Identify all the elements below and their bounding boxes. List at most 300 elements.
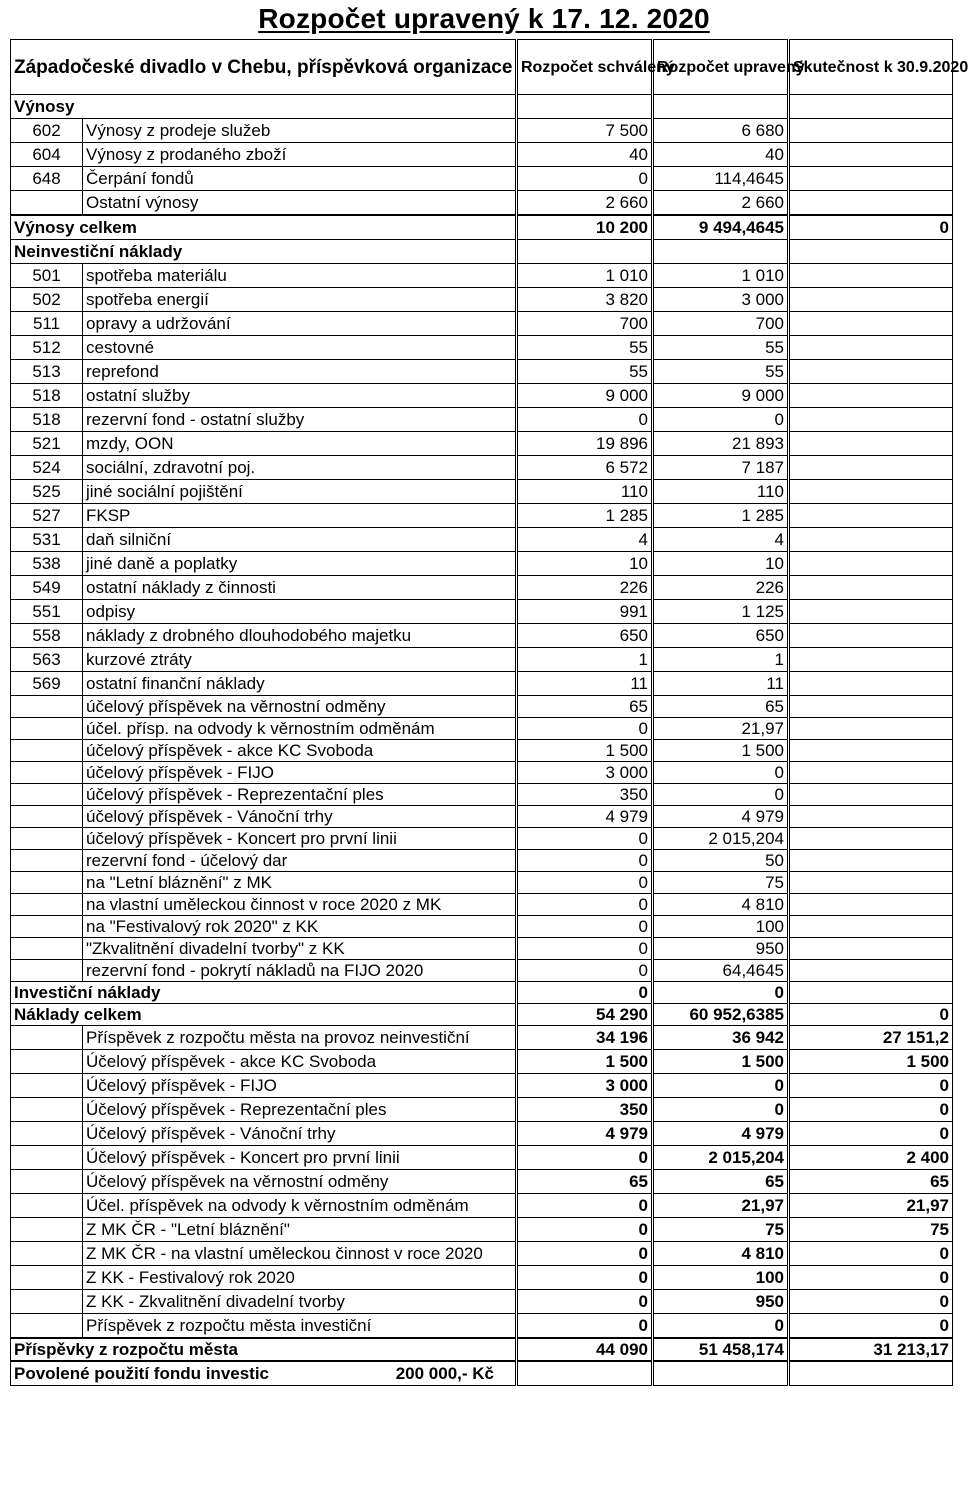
table-row [11,784,953,806]
revenues-total-row [11,215,953,240]
table-row [11,696,953,718]
actual-value: 1 500 [790,1050,953,1074]
actual-value [790,600,953,624]
adjusted-value: 4 979 [654,806,788,828]
item-name: účel. přísp. na odvody k věrnostním odměnám [83,718,516,740]
contribution-row [11,1170,953,1194]
investment-costs-row [11,982,953,1004]
approved-value: 1 010 [518,264,652,288]
item-name: spotřeba energií [83,288,516,312]
adjusted-value: 4 810 [654,1242,788,1266]
blank-code [11,1026,83,1050]
contribution-row [11,1218,953,1242]
item-name: Účelový příspěvek na věrnostní odměny [83,1170,516,1194]
approved-value: 7 500 [518,119,652,143]
approved-value: 350 [518,784,652,806]
approved-value: 350 [518,1098,652,1122]
approved-value: 3 820 [518,288,652,312]
table-row [11,894,953,916]
adjusted-value: 1 [654,648,788,672]
item-name: náklady z drobného dlouhodobého majetku [83,624,516,648]
contribution-row [11,1290,953,1314]
table-row [11,648,953,672]
item-name: Účelový příspěvek - akce KC Svoboda [83,1050,516,1074]
account-code [11,806,83,828]
approved-value: 0 [518,938,652,960]
blank-code [11,1314,83,1339]
approved-value: 40 [518,143,652,167]
item-name: Ostatní výnosy [83,191,516,216]
actual-value [790,432,953,456]
adjusted-value: 950 [654,1290,788,1314]
actual-value [790,240,953,264]
table-row [11,740,953,762]
item-name: Účelový příspěvek - Koncert pro první linii [83,1146,516,1170]
table-row [11,872,953,894]
item-name: Výnosy z prodaného zboží [83,143,516,167]
adjusted-value: 36 942 [654,1026,788,1050]
account-code: 527 [11,504,83,528]
approved-value: 0 [518,718,652,740]
approved-value: 3 000 [518,762,652,784]
item-name: FKSP [83,504,516,528]
contribution-row [11,1122,953,1146]
account-code: 521 [11,432,83,456]
blank-code [11,1074,83,1098]
adjusted-value: 1 010 [654,264,788,288]
item-name: Z MK ČR - "Letní bláznění" [83,1218,516,1242]
account-code: 501 [11,264,83,288]
approved-value: 4 979 [518,1122,652,1146]
table-row [11,191,953,216]
approved-value: 0 [518,828,652,850]
budget-table [10,39,968,1386]
table-row [11,828,953,850]
item-name: ostatní náklady z činnosti [83,576,516,600]
table-row [11,264,953,288]
adjusted-value: 11 [654,672,788,696]
adjusted-value: 65 [654,1170,788,1194]
adjusted-value: 55 [654,336,788,360]
item-name: Příspěvek z rozpočtu města na provoz neinvestiční [83,1026,516,1050]
adjusted-value: 0 [654,762,788,784]
approved-value: 0 [518,408,652,432]
col-header-adjusted: Rozpočet upravený [654,40,788,95]
blank-code [11,1194,83,1218]
table-row [11,718,953,740]
actual-value [790,408,953,432]
item-name: kurzové ztráty [83,648,516,672]
table-row [11,624,953,648]
adjusted-value: 2 015,204 [654,828,788,850]
account-code: 524 [11,456,83,480]
approved-value: 0 [518,850,652,872]
approved-value: 34 196 [518,1026,652,1050]
table-row [11,312,953,336]
page-title: Rozpočet upravený k 17. 12. 2020 [258,3,710,34]
approved-value: 10 200 [518,215,652,240]
account-code [11,894,83,916]
approved-value: 226 [518,576,652,600]
adjusted-value: 100 [654,916,788,938]
approved-value: 0 [518,167,652,191]
approved-value: 0 [518,1314,652,1339]
approved-value: 65 [518,1170,652,1194]
adjusted-value: 51 458,174 [654,1338,788,1361]
actual-value [790,938,953,960]
approved-value: 1 [518,648,652,672]
contribution-row [11,1146,953,1170]
approved-value: 0 [518,916,652,938]
approved-value: 9 000 [518,384,652,408]
actual-value [790,191,953,216]
table-row [11,850,953,872]
actual-value [790,456,953,480]
item-name: Neinvestiční náklady [11,240,516,264]
item-name: účelový příspěvek na věrnostní odměny [83,696,516,718]
blank-code [11,1170,83,1194]
adjusted-value: 0 [654,1098,788,1122]
item-name: opravy a udržování [83,312,516,336]
table-row [11,806,953,828]
actual-value [790,1361,953,1386]
table-row [11,119,953,143]
approved-value: 4 979 [518,806,652,828]
approved-value: 1 500 [518,1050,652,1074]
adjusted-value: 64,4645 [654,960,788,982]
adjusted-value: 226 [654,576,788,600]
actual-value [790,119,953,143]
table-row [11,600,953,624]
organization-name: Západočeské divadlo v Chebu, příspěvková organizace [11,40,516,95]
actual-value [790,828,953,850]
actual-value [790,576,953,600]
item-name: Výnosy [11,95,516,119]
actual-value: 0 [790,1290,953,1314]
actual-value [790,672,953,696]
actual-value [790,960,953,982]
actual-value: 0 [790,1314,953,1339]
actual-value: 0 [790,1098,953,1122]
investment-fund-row [11,1361,953,1386]
approved-value: 0 [518,894,652,916]
table-row [11,960,953,982]
approved-value: 3 000 [518,1074,652,1098]
actual-value [790,624,953,648]
table-row [11,336,953,360]
item-name: účelový příspěvek - Koncert pro první linii [83,828,516,850]
actual-value: 0 [790,1122,953,1146]
account-code [11,696,83,718]
adjusted-value: 4 [654,528,788,552]
account-code: 513 [11,360,83,384]
adjusted-value [654,1361,788,1386]
approved-value [518,1361,652,1386]
actual-value [790,143,953,167]
blank-code [11,1218,83,1242]
approved-value: 4 [518,528,652,552]
actual-value: 65 [790,1170,953,1194]
actual-value: 0 [790,1004,953,1026]
item-name: Účelový příspěvek - Vánoční trhy [83,1122,516,1146]
adjusted-value: 75 [654,1218,788,1242]
approved-value [518,95,652,119]
adjusted-value: 7 187 [654,456,788,480]
item-name: rezervní fond - pokrytí nákladů na FIJO 2020 [83,960,516,982]
adjusted-value: 1 125 [654,600,788,624]
adjusted-value [654,95,788,119]
costs-total-row [11,1004,953,1026]
adjusted-value: 114,4645 [654,167,788,191]
account-code [11,938,83,960]
header-row [11,40,953,95]
approved-value: 0 [518,1242,652,1266]
actual-value: 75 [790,1218,953,1242]
actual-value: 0 [790,215,953,240]
account-code [11,718,83,740]
account-code: 531 [11,528,83,552]
account-code: 569 [11,672,83,696]
actual-value [790,552,953,576]
table-row [11,288,953,312]
account-code: 563 [11,648,83,672]
adjusted-value: 60 952,6385 [654,1004,788,1026]
table-row [11,762,953,784]
account-code: 604 [11,143,83,167]
approved-value: 0 [518,982,652,1004]
adjusted-value: 950 [654,938,788,960]
approved-value: 0 [518,1266,652,1290]
investment-fund-cell [11,1361,516,1386]
table-row [11,576,953,600]
approved-value: 44 090 [518,1338,652,1361]
adjusted-value: 55 [654,360,788,384]
item-name: účelový příspěvek - Vánoční trhy [83,806,516,828]
account-code [11,872,83,894]
approved-value: 19 896 [518,432,652,456]
table-row [11,456,953,480]
actual-value [790,872,953,894]
actual-value [790,740,953,762]
approved-value: 0 [518,872,652,894]
adjusted-value: 0 [654,1314,788,1339]
approved-value: 6 572 [518,456,652,480]
item-name: Výnosy celkem [11,215,516,240]
approved-value: 11 [518,672,652,696]
account-code: 538 [11,552,83,576]
actual-value [790,288,953,312]
approved-value: 1 500 [518,740,652,762]
adjusted-value: 2 015,204 [654,1146,788,1170]
account-code: 512 [11,336,83,360]
adjusted-value: 65 [654,696,788,718]
adjusted-value: 10 [654,552,788,576]
table-row [11,528,953,552]
item-name: Z KK - Festivalový rok 2020 [83,1266,516,1290]
table-row [11,384,953,408]
item-name: účelový příspěvek - akce KC Svoboda [83,740,516,762]
adjusted-value: 0 [654,982,788,1004]
blank-code [11,1266,83,1290]
adjusted-value [654,240,788,264]
actual-value: 0 [790,1242,953,1266]
approved-value: 55 [518,336,652,360]
adjusted-value: 21,97 [654,1194,788,1218]
approved-value: 0 [518,1146,652,1170]
approved-value: 700 [518,312,652,336]
item-name: reprefond [83,360,516,384]
item-name: na "Festivalový rok 2020" z KK [83,916,516,938]
adjusted-value: 6 680 [654,119,788,143]
account-code: 518 [11,408,83,432]
contribution-row [11,1074,953,1098]
blank-code [11,1290,83,1314]
actual-value: 0 [790,1074,953,1098]
table-row [11,672,953,696]
contributions-total-row [11,1338,953,1361]
section-header-revenues [11,95,953,119]
actual-value: 27 151,2 [790,1026,953,1050]
adjusted-value: 4 979 [654,1122,788,1146]
item-name: sociální, zdravotní poj. [83,456,516,480]
item-name: cestovné [83,336,516,360]
adjusted-value: 110 [654,480,788,504]
investment-fund-value: 200 000,- Kč [395,1364,494,1383]
actual-value [790,384,953,408]
blank-code [11,1050,83,1074]
account-code: 518 [11,384,83,408]
actual-value [790,480,953,504]
account-code [11,828,83,850]
item-name: Účelový příspěvek - FIJO [83,1074,516,1098]
account-code [11,850,83,872]
contribution-row [11,1050,953,1074]
blank-code [11,1146,83,1170]
investment-fund-label: Povolené použití fondu investic [14,1364,270,1383]
item-name: ostatní finanční náklady [83,672,516,696]
approved-value: 2 660 [518,191,652,216]
contribution-row [11,1314,953,1339]
approved-value: 54 290 [518,1004,652,1026]
account-code [11,740,83,762]
actual-value [790,528,953,552]
approved-value [518,240,652,264]
adjusted-value: 0 [654,784,788,806]
account-code: 502 [11,288,83,312]
item-name: jiné sociální pojištění [83,480,516,504]
adjusted-value: 40 [654,143,788,167]
item-name: účelový příspěvek - Reprezentační ples [83,784,516,806]
table-row [11,408,953,432]
table-row [11,504,953,528]
item-name: Účel. příspěvek na odvody k věrnostním odměnám [83,1194,516,1218]
item-name: spotřeba materiálu [83,264,516,288]
adjusted-value: 0 [654,1074,788,1098]
account-code [11,784,83,806]
blank-code [11,1242,83,1266]
blank-code [11,1122,83,1146]
approved-value: 650 [518,624,652,648]
item-name: Investiční náklady [11,982,516,1004]
table-row [11,143,953,167]
adjusted-value: 0 [654,408,788,432]
actual-value [790,806,953,828]
item-name: rezervní fond - účelový dar [83,850,516,872]
contribution-row [11,1266,953,1290]
table-row [11,552,953,576]
table-row [11,167,953,191]
adjusted-value: 4 810 [654,894,788,916]
adjusted-value: 100 [654,1266,788,1290]
actual-value: 31 213,17 [790,1338,953,1361]
item-name: Účelový příspěvek - Reprezentační ples [83,1098,516,1122]
adjusted-value: 3 000 [654,288,788,312]
contribution-row [11,1242,953,1266]
account-code [11,960,83,982]
col-header-actual: Skutečnost k 30.9.2020 [790,40,953,95]
approved-value: 10 [518,552,652,576]
adjusted-value: 1 500 [654,740,788,762]
actual-value [790,718,953,740]
approved-value: 991 [518,600,652,624]
account-code: 648 [11,167,83,191]
adjusted-value: 9 494,4645 [654,215,788,240]
adjusted-value: 700 [654,312,788,336]
approved-value: 1 285 [518,504,652,528]
approved-value: 0 [518,1290,652,1314]
item-name: rezervní fond - ostatní služby [83,408,516,432]
contribution-row [11,1194,953,1218]
actual-value: 2 400 [790,1146,953,1170]
item-name: na "Letní bláznění" z MK [83,872,516,894]
table-row [11,432,953,456]
approved-value: 110 [518,480,652,504]
item-name: mzdy, OON [83,432,516,456]
item-name: daň silniční [83,528,516,552]
account-code: 511 [11,312,83,336]
adjusted-value: 2 660 [654,191,788,216]
table-row [11,480,953,504]
contribution-row [11,1026,953,1050]
account-code: 602 [11,119,83,143]
actual-value: 21,97 [790,1194,953,1218]
account-code: 551 [11,600,83,624]
approved-value: 0 [518,1218,652,1242]
item-name: Výnosy z prodeje služeb [83,119,516,143]
approved-value: 65 [518,696,652,718]
item-name: odpisy [83,600,516,624]
actual-value [790,312,953,336]
adjusted-value: 1 500 [654,1050,788,1074]
actual-value [790,982,953,1004]
adjusted-value: 21 893 [654,432,788,456]
actual-value [790,336,953,360]
actual-value [790,894,953,916]
adjusted-value: 50 [654,850,788,872]
col-header-approved: Rozpočet schválený [518,40,652,95]
item-name: jiné daně a poplatky [83,552,516,576]
item-name: Příspěvky z rozpočtu města [11,1338,516,1361]
adjusted-value: 1 285 [654,504,788,528]
table-row [11,916,953,938]
actual-value [790,504,953,528]
account-code: 558 [11,624,83,648]
account-code [11,916,83,938]
section-header-costs [11,240,953,264]
actual-value [790,850,953,872]
actual-value [790,264,953,288]
actual-value [790,762,953,784]
